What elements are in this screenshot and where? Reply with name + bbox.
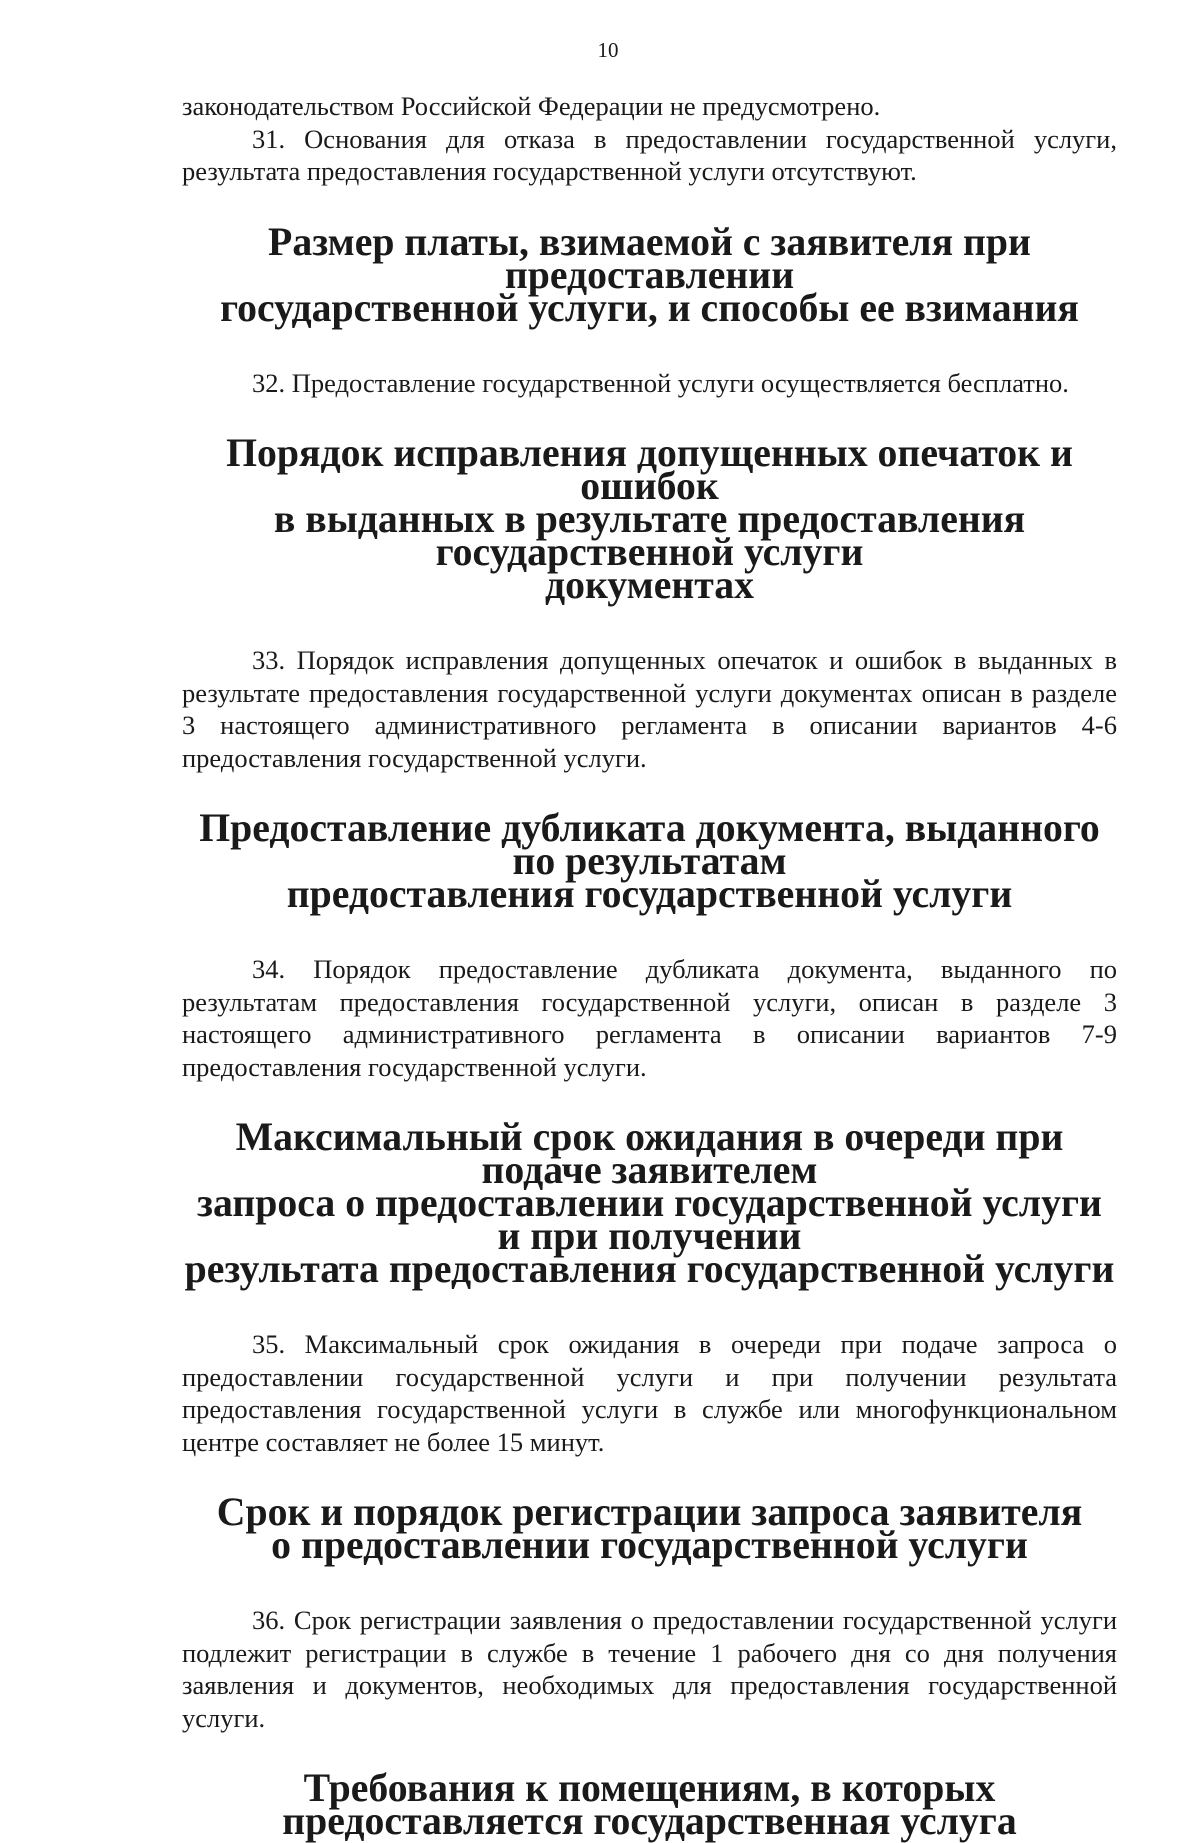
section-heading-premises: Требования к помещениям, в которых предоставляется государственная услуга: [282, 1766, 1017, 1843]
document-body: [182, 90, 1117, 1843]
section-heading-corrections: Порядок исправления допущенных опечаток и ошибок в выданных в результате предоставления государственной услуги документах: [226, 431, 1073, 607]
paragraph-34: 34. Порядок предоставление дубликата документа, выданного по результатам предоставления государственной услуги, описан в разделе 3 настоящего административного регламента в описании вариантов 7-9 предоставления государственной услуги.: [182, 954, 1117, 1082]
section-heading-queue: Максимальный срок ожидания в очереди при подаче заявителем запроса о предоставлении государственной услуги и при получении результата предоставления государственной услуги: [184, 1115, 1115, 1291]
continuation-line: законодательством Российской Федерации не предусмотрено.: [182, 91, 881, 121]
paragraph-35: 35. Максимальный срок ожидания в очереди при подаче запроса о предоставлении государственной услуги и при получении результата предоставления государственной услуги в службе или многофункциональном центре составляет не более 15 минут.: [182, 1329, 1117, 1457]
paragraph-31: 31. Основания для отказа в предоставлении государственной услуги, результата предоставления государственной услуги отсутствуют.: [182, 123, 1117, 186]
section-heading-fee: Размер платы, взимаемой с заявителя при предоставлении государственной услуги, и способы ее взимания: [220, 219, 1079, 330]
paragraph-36: 36. Срок регистрации заявления о предоставлении государственной услуги подлежит регистрации в службе в течение 1 рабочего дня со дня получения заявления и документов, необходимых для предоставления государственной услуги.: [182, 1605, 1117, 1733]
paragraph-32: 32. Предоставление государственной услуги осуществляется бесплатно.: [252, 367, 1069, 398]
section-heading-duplicate: Предоставление дубликата документа, выданного по результатам предоставления государственной услуги: [199, 806, 1100, 916]
paragraph-33: 33. Порядок исправления допущенных опечаток и ошибок в выданных в результате предоставления государственной услуги документах описан в разделе 3 настоящего административного регламента в описании вариантов 4-6 предоставления государственной услуги.: [182, 645, 1117, 773]
section-heading-registration: Срок и порядок регистрации запроса заявителя о предоставлении государственной услуги: [216, 1490, 1083, 1567]
page-number: 10: [597, 38, 619, 62]
